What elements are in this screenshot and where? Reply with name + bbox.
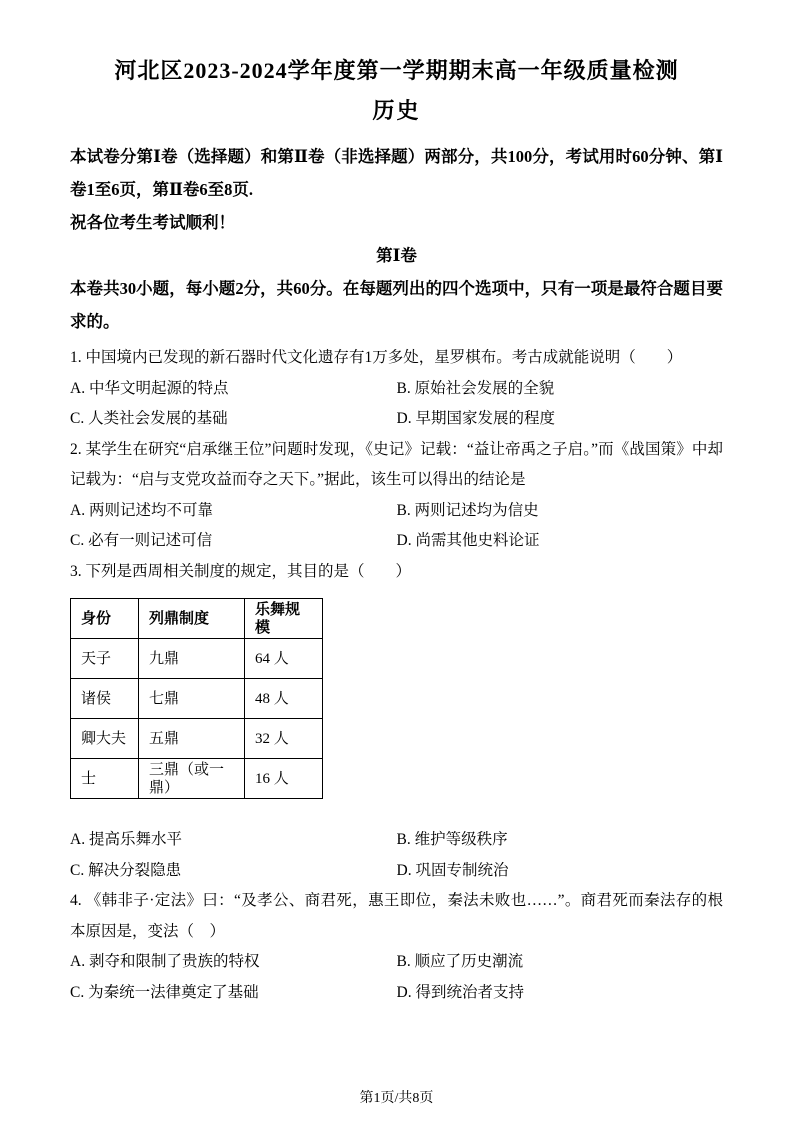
table-cell: 五鼎 <box>139 719 245 759</box>
table-cell: 天子 <box>71 639 139 679</box>
question-3-option-c: C. 解决分裂隐患 <box>70 861 182 879</box>
table-cell: 64 人 <box>245 639 323 679</box>
question-4 <box>70 886 723 1008</box>
question-1-option-b: B. 原始社会发展的全貌 <box>396 379 555 397</box>
question-3-option-a: A. 提高乐舞水平 <box>70 831 182 848</box>
question-3-ritual-table <box>70 598 323 799</box>
question-3-stem: 3. 下列是西周相关制度的规定，其目的是（ ） <box>70 562 412 580</box>
table-cell: 九鼎 <box>139 639 245 679</box>
question-4-option-c: C. 为秦统一法律奠定了基础 <box>70 983 259 1001</box>
question-2-options <box>70 496 723 557</box>
table-cell: 士 <box>71 759 139 799</box>
question-2-option-a: A. 两则记述均不可靠 <box>70 501 213 519</box>
page-number: 第1页/共8页 <box>359 1091 434 1106</box>
question-3-option-d: D. 巩固专制统治 <box>396 861 509 879</box>
exam-subject: 历史 <box>372 98 421 123</box>
table-row <box>71 679 323 719</box>
question-3-options <box>70 825 723 886</box>
table-row <box>71 759 323 799</box>
section-1-description: 本卷共30小题，每小题2分，共60分。在每题列出的四个选项中，只有一项是最符合题目要求的。 <box>70 279 723 331</box>
question-2-stem: 2. 某学生在研究“启承继王位”问题时发现，《史记》记载：“益让帝禹之子启。”而《战国策》中却记载为：“启与支党攻益而夺之天下。”据此，该生可以得出的结论是 <box>70 440 723 488</box>
table-header-music-scale: 乐舞规模 <box>245 599 323 639</box>
table-cell: 卿大夫 <box>71 719 139 759</box>
question-4-options <box>70 947 723 1008</box>
question-1-option-a: A. 中华文明起源的特点 <box>70 379 229 397</box>
table-header-ding-system: 列鼎制度 <box>139 599 245 639</box>
table-cell: 16 人 <box>245 759 323 799</box>
exam-wish: 祝各位考生考试顺利！ <box>70 213 235 232</box>
table-header-identity: 身份 <box>71 599 139 639</box>
table-cell: 诸侯 <box>71 679 139 719</box>
question-3-option-b: B. 维护等级秩序 <box>396 831 508 848</box>
question-4-stem: 4. 《韩非子·定法》曰：“及孝公、商君死，惠王即位，秦法未败也……”。商君死而秦法存的根本原因是，变法（ ） <box>70 892 723 940</box>
question-1-option-c: C. 人类社会发展的基础 <box>70 410 228 427</box>
question-2-option-d: D. 尚需其他史料论证 <box>396 532 540 549</box>
question-2-option-b: B. 两则记述均为信史 <box>396 501 539 519</box>
question-1-options <box>70 374 723 435</box>
question-1-stem: 1. 中国境内已发现的新石器时代文化遗存有1万多处，星罗棋布。考古成就能说明（ ） <box>70 349 683 366</box>
question-area <box>70 343 723 1008</box>
table-row <box>71 719 323 759</box>
question-3 <box>70 557 723 887</box>
question-4-option-d: D. 得到统治者支持 <box>396 983 524 1001</box>
question-2-option-c: C. 必有一则记述可信 <box>70 532 213 549</box>
question-1-option-d: D. 早期国家发展的程度 <box>396 410 555 427</box>
section-1-title: 第Ⅰ卷 <box>376 246 417 265</box>
table-row <box>71 639 323 679</box>
exam-instructions: 本试卷分第Ⅰ卷（选择题）和第Ⅱ卷（非选择题）两部分，共100分，考试用时60分钟、第Ⅰ卷1至6页，第Ⅱ卷6至8页. <box>70 147 723 199</box>
table-header-row <box>71 599 323 639</box>
question-2 <box>70 435 723 557</box>
table-cell: 32 人 <box>245 719 323 759</box>
table-cell: 七鼎 <box>139 679 245 719</box>
question-1 <box>70 343 723 435</box>
question-4-option-a: A. 剥夺和限制了贵族的特权 <box>70 953 260 970</box>
table-cell: 48 人 <box>245 679 323 719</box>
question-4-option-b: B. 顺应了历史潮流 <box>396 953 524 970</box>
exam-title: 河北区2023-2024学年度第一学期期末高一年级质量检测 <box>114 58 679 83</box>
table-cell: 三鼎（或一鼎） <box>139 759 245 799</box>
